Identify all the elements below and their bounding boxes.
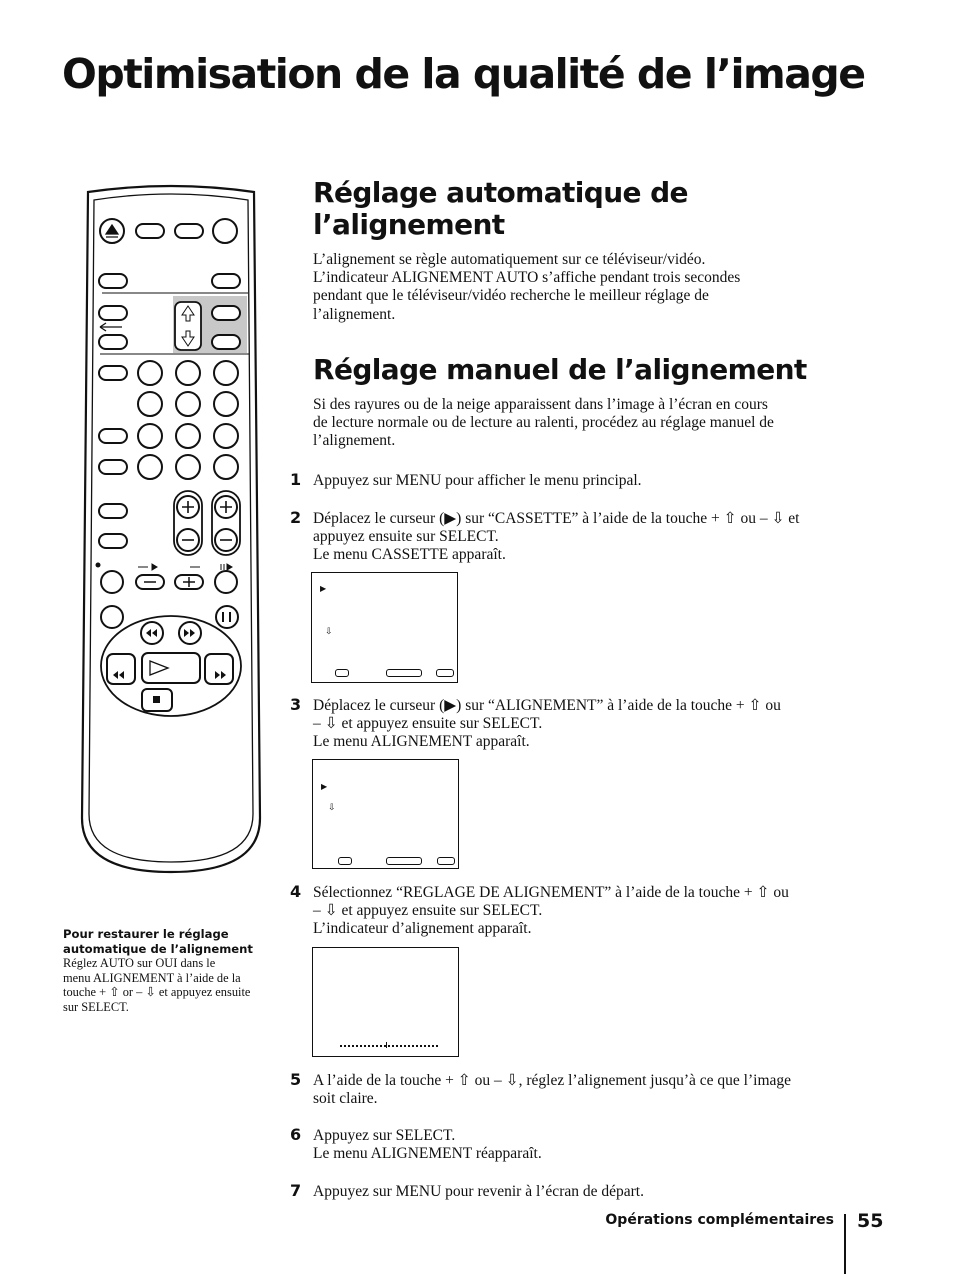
step-2: 2 Déplacez le curseur (▶) sur “CASSETTE” à l’aide de la touche + ⇧ ou – ⇩ et appuyez ensuite sur SELECT. Le menu CASSETTE apparaît. <box>290 508 800 564</box>
tracking-bar <box>340 1045 438 1047</box>
manual-alignment-text: Si des rayures ou de la neige apparaissent dans l’image à l’écran en cours de lecture normale ou de lecture au ralenti, procédez au réglage manuel de l’alignement. <box>313 396 774 450</box>
step-number: 2 <box>290 508 302 527</box>
button-icon <box>386 669 422 677</box>
button-icon <box>338 857 352 865</box>
heading-auto-alignment: Réglage automatique de l’alignement <box>313 176 688 241</box>
step-number: 7 <box>290 1181 302 1200</box>
step-number: 3 <box>290 695 302 714</box>
button-icon <box>335 669 349 677</box>
step-6: 6 Appuyez sur SELECT. Le menu ALIGNEMENT réapparaît. <box>290 1125 542 1163</box>
step-number: 4 <box>290 882 302 901</box>
arrow-down-icon: ⇩ <box>325 626 333 636</box>
button-icon <box>436 669 454 677</box>
cursor-icon: ▶ <box>320 584 327 593</box>
note-title: automatique de l’alignement <box>63 941 253 956</box>
step-3: 3 Déplacez le curseur (▶) sur “ALIGNEMENT” à l’aide de la touche + ⇧ ou – ⇩ et appuyez ensuite sur SELECT. Le menu ALIGNEMENT apparaît. <box>290 695 781 751</box>
cursor-icon: ▶ <box>321 782 328 791</box>
page-title: Optimisation de la qualité de l’image <box>62 50 865 98</box>
arrow-down-icon: ⇩ <box>328 802 336 812</box>
step-1: 1 Appuyez sur MENU pour afficher le menu principal. <box>290 470 642 489</box>
footer-section-title: Opérations complémentaires <box>605 1212 834 1228</box>
tv-screen-cassette-menu <box>311 572 458 683</box>
step-number: 5 <box>290 1070 302 1089</box>
tv-screen-tracking-indicator <box>312 947 459 1057</box>
side-note: Pour restaurer le réglage automatique de l’alignement Réglez AUTO sur OUI dans le menu ALIGNEMENT à l’aide de la touche + ⇧ or – ⇩ et appuyez ensuite sur SELECT. <box>63 927 278 1015</box>
remote-control-illustration <box>78 178 264 878</box>
step-number: 6 <box>290 1125 302 1144</box>
step-4: 4 Sélectionnez “REGLAGE DE ALIGNEMENT” à l’aide de la touche + ⇧ ou – ⇩ et appuyez ensuite sur SELECT. L’indicateur d’alignement apparaît. <box>290 882 789 938</box>
tv-screen-alignment-menu <box>312 759 459 869</box>
step-number: 1 <box>290 470 302 489</box>
heading-manual-alignment: Réglage manuel de l’alignement <box>313 353 807 386</box>
button-icon <box>437 857 455 865</box>
step-5: 5 A l’aide de la touche + ⇧ ou – ⇩, réglez l’alignement jusqu’à ce que l’image soit claire. <box>290 1070 792 1108</box>
footer-divider <box>844 1214 846 1274</box>
page-number: 55 <box>857 1210 884 1232</box>
note-title: Pour restaurer le réglage <box>63 927 229 941</box>
tracking-marker <box>386 1042 387 1048</box>
button-icon <box>386 857 422 865</box>
step-7: 7 Appuyez sur MENU pour revenir à l’écran de départ. <box>290 1181 644 1200</box>
auto-alignment-text: L’alignement se règle automatiquement sur ce téléviseur/vidéo. L’indicateur ALIGNEMENT AUTO s’affiche pendant trois secondes pendant que le téléviseur/vidéo recherche le meilleur réglage de l’alignement. <box>313 251 741 323</box>
